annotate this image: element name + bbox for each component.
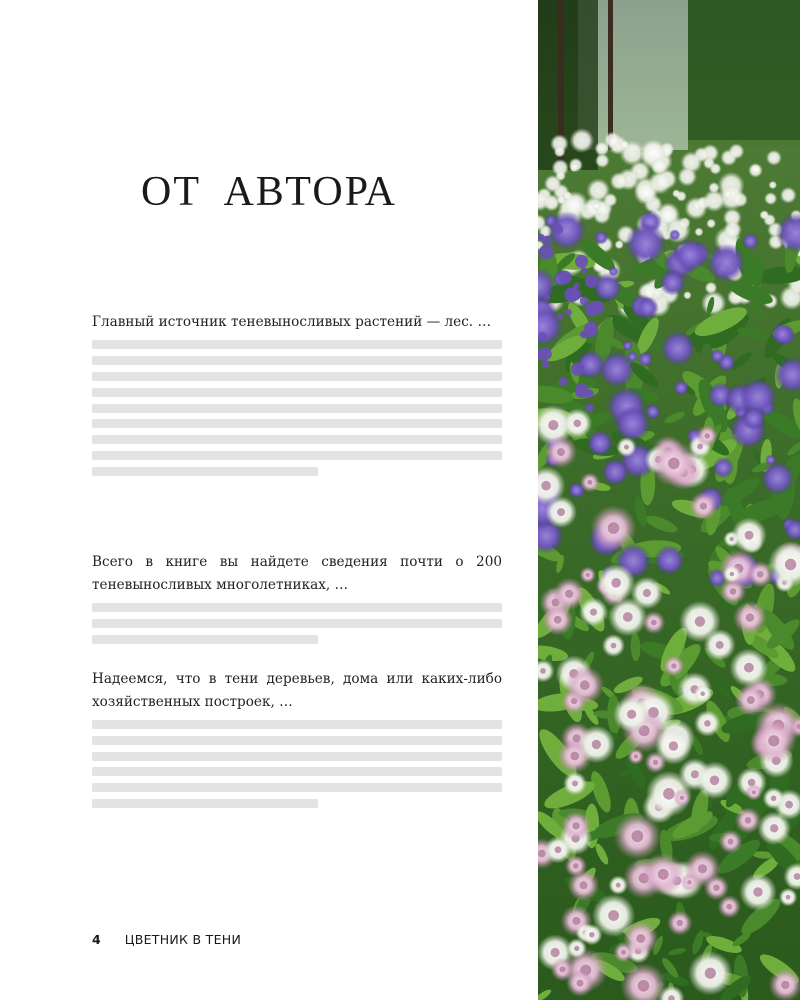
paragraph-1	[92, 311, 502, 483]
page-title: ОТ АВТОРА	[140, 169, 398, 215]
page-footer	[92, 932, 241, 947]
page-number: 4	[92, 932, 101, 947]
omitted-text-placeholder	[92, 340, 502, 475]
paragraph-2	[92, 551, 502, 650]
running-title: ЦВЕТНИК В ТЕНИ	[124, 932, 242, 947]
flower-garden-icon	[538, 0, 800, 1000]
paragraph-3	[92, 668, 502, 815]
paragraph-2-excerpt: Всего в книге вы найдете сведения почти о 200 теневыносливых многолетниках, …	[92, 554, 502, 593]
flower-garden-photo	[538, 0, 800, 1000]
omitted-text-placeholder	[92, 603, 502, 644]
paragraph-1-excerpt: Главный источник теневыносливых растений — лес. …	[92, 314, 492, 330]
paragraph-3-excerpt: Надеемся, что в тени деревьев, дома или каких-либо хозяйственных построек, …	[92, 671, 502, 710]
omitted-text-placeholder	[92, 720, 502, 808]
